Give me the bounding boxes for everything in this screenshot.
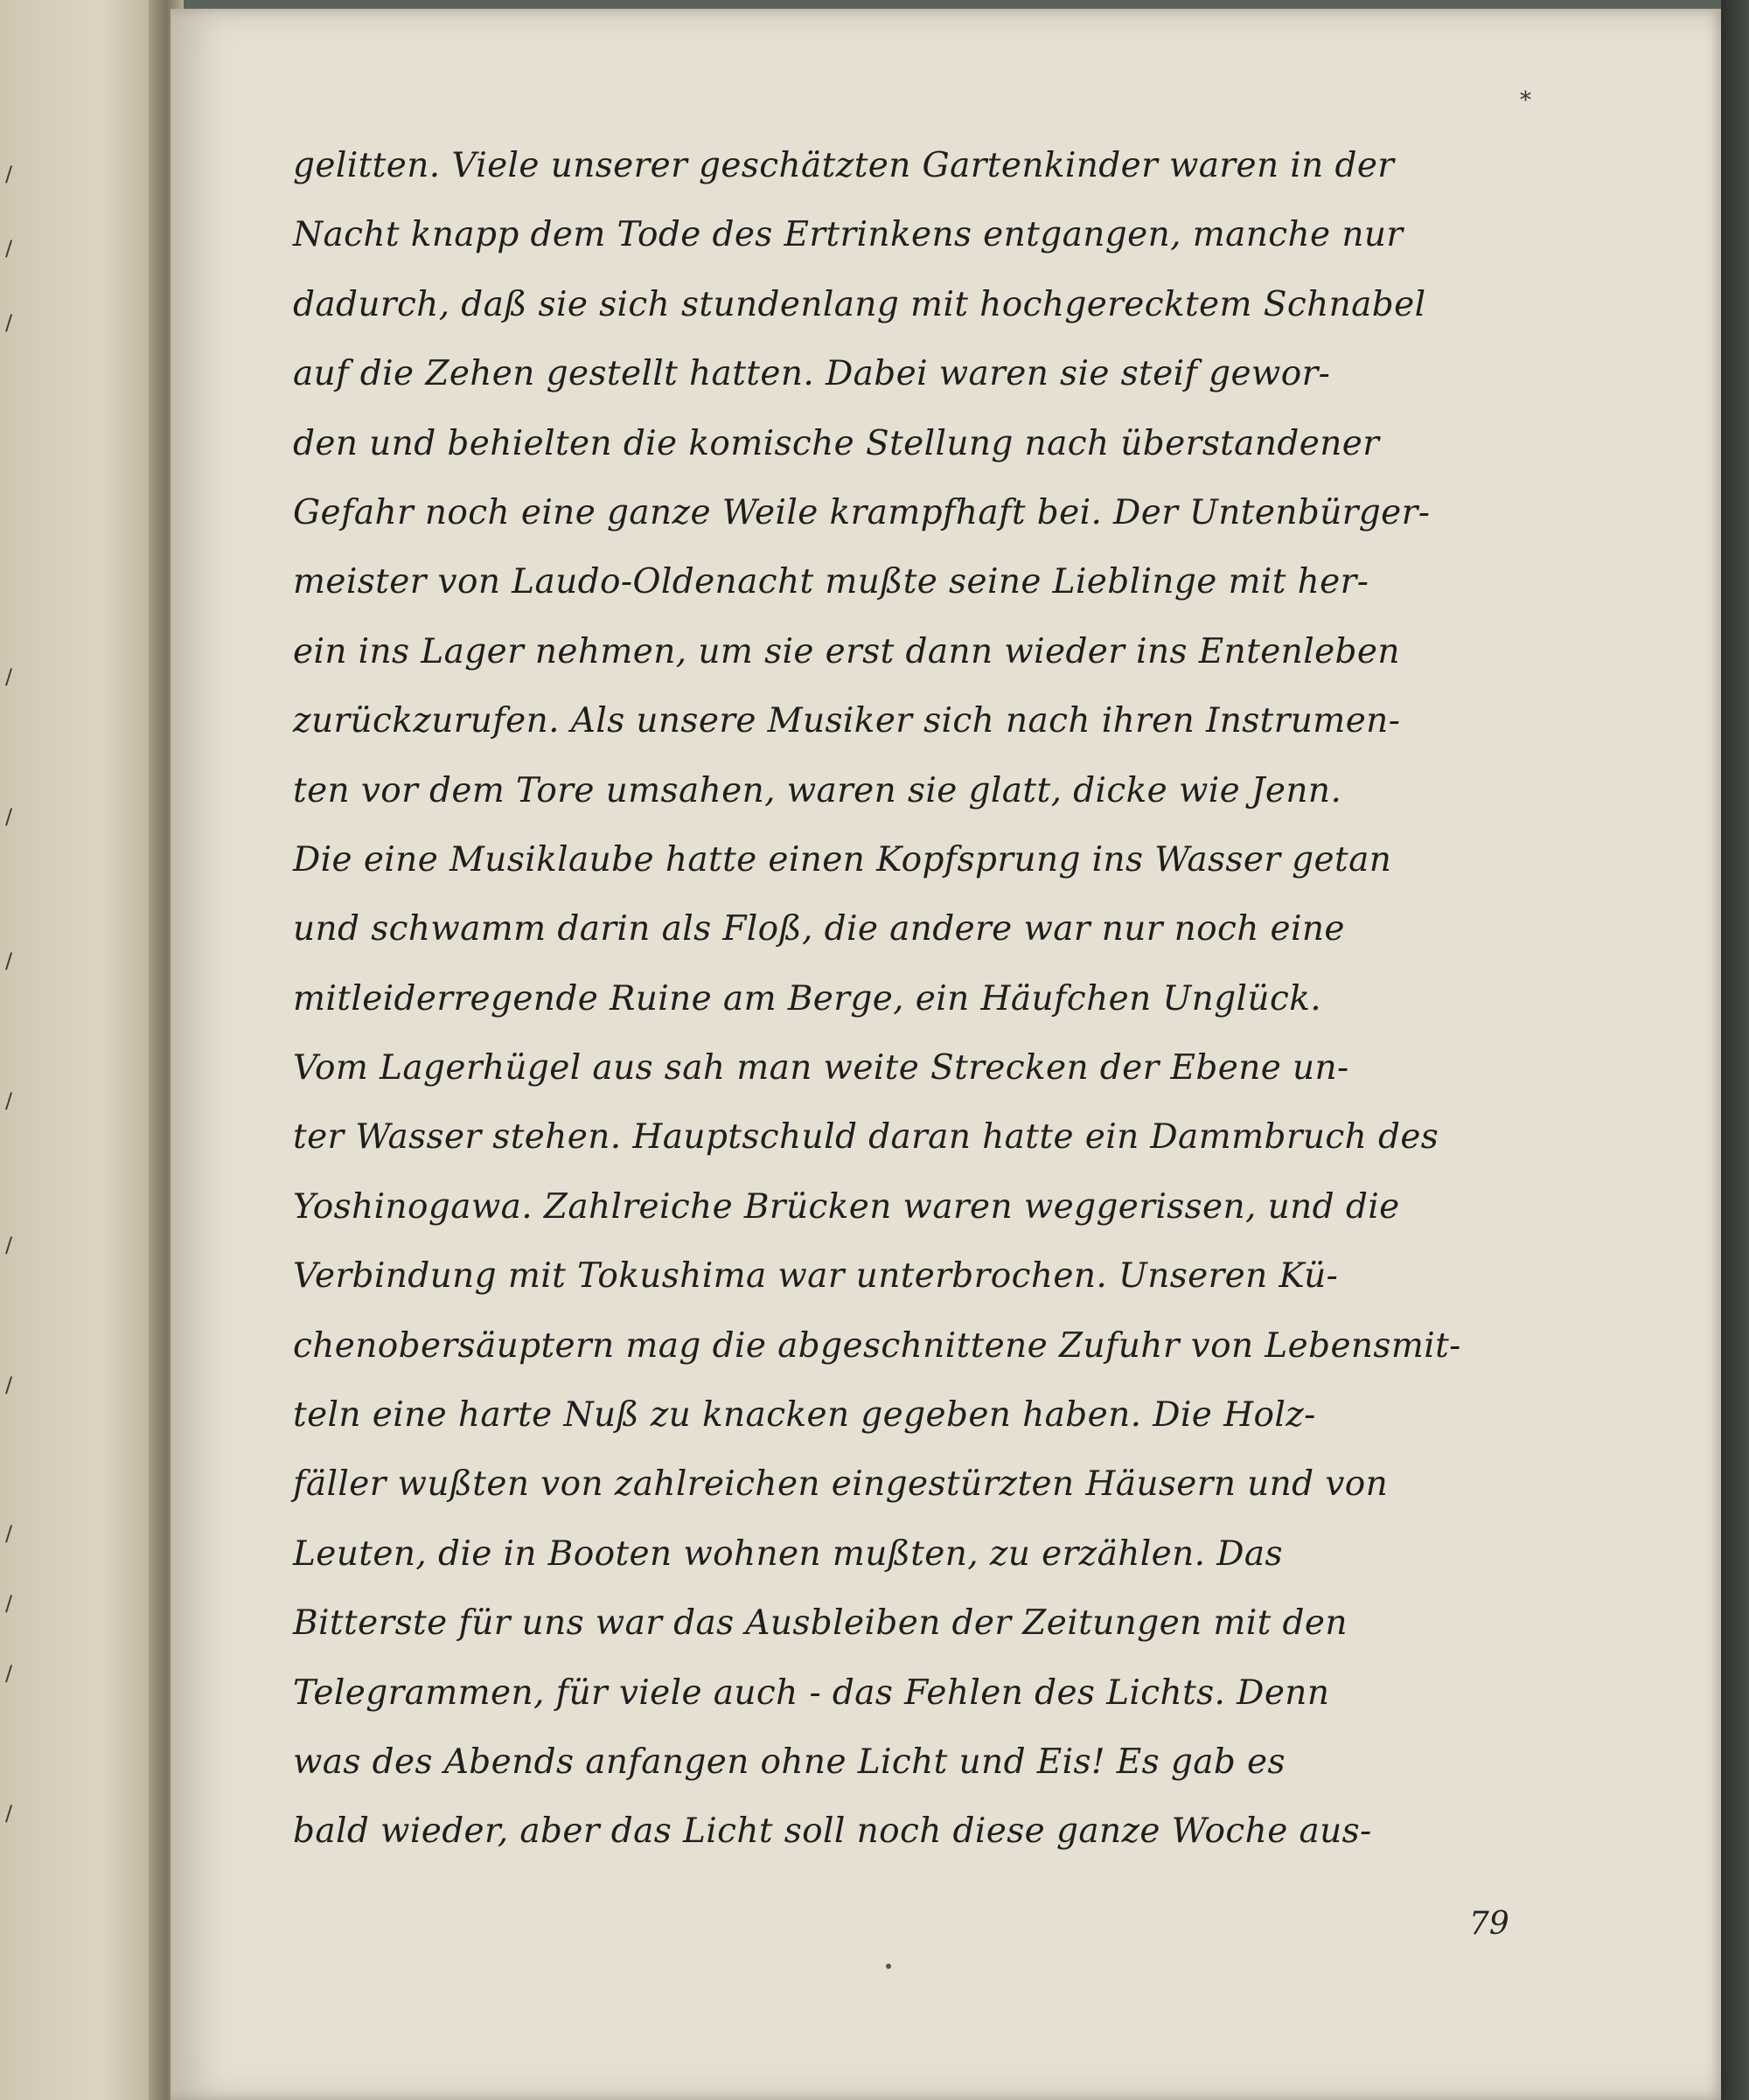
- margin-mark: /: [5, 1801, 13, 1825]
- text-line: Verbindung mit Tokushima war unterbrochen. Unseren Kü-: [293, 1256, 1339, 1297]
- text-line: dadurch, daß sie sich stundenlang mit hochgerecktem Schnabel: [293, 284, 1426, 324]
- text-line: meister von Laudo-Oldenacht mußte seine Lieblinge mit her-: [293, 562, 1369, 602]
- left-page: [0, 0, 166, 2100]
- text-line: Vom Lagerhügel aus sah man weite Strecken der Ebene un-: [293, 1048, 1349, 1088]
- page-edge-shadow: [1721, 0, 1749, 2100]
- text-line: bald wieder, aber das Licht soll noch diese ganze Woche aus-: [293, 1811, 1372, 1852]
- text-line: Bitterste für uns war das Ausbleiben der Zeitungen mit den: [293, 1603, 1348, 1644]
- text-line: Leuten, die in Booten wohnen mußten, zu erzählen. Das: [293, 1533, 1283, 1574]
- margin-mark: /: [5, 1373, 13, 1397]
- text-line: Yoshinogawa. Zahlreiche Brücken waren weggerissen, und die: [293, 1186, 1400, 1227]
- margin-mark: /: [5, 1088, 13, 1113]
- text-line: gelitten. Viele unserer geschätzten Gartenkinder waren in der: [293, 146, 1395, 185]
- text-line: Die eine Musiklaube hatte einen Kopfsprung ins Wasser getan: [293, 839, 1392, 880]
- corner-mark: *: [1520, 87, 1531, 114]
- text-line: mitleiderregende Ruine am Berge, ein Häufchen Unglück.: [293, 978, 1322, 1019]
- text-line: teln eine harte Nuß zu knacken gegeben haben. Die Holz-: [293, 1395, 1316, 1436]
- text-line: den und behielten die komische Stellung nach überstandener: [293, 423, 1380, 463]
- text-line: auf die Zehen gestellt hatten. Dabei waren sie steif gewor-: [293, 354, 1331, 394]
- margin-mark: /: [5, 804, 13, 829]
- ink-dot: [886, 1964, 891, 1969]
- text-line: Gefahr noch eine ganze Weile krampfhaft bei. Der Untenbürger-: [293, 492, 1431, 532]
- margin-mark: /: [5, 310, 13, 335]
- margin-mark: /: [5, 1591, 13, 1616]
- text-line: Nacht knapp dem Tode des Ertrinkens entgangen, manche nur: [293, 215, 1404, 255]
- margin-mark: /: [5, 1233, 13, 1257]
- text-line: und schwamm darin als Floß, die andere war nur noch eine: [293, 909, 1345, 949]
- text-line: chenobersäuptern mag die abgeschnittene Zufuhr von Lebensmit-: [293, 1325, 1461, 1366]
- text-line: fäller wußten von zahlreichen eingestürzten Häusern und von: [293, 1464, 1389, 1505]
- text-line: zurückzurufen. Als unsere Musiker sich nach ihren Instrumen-: [293, 701, 1401, 741]
- margin-mark: /: [5, 1661, 13, 1686]
- left-page-margin-marks: [0, 0, 52, 2100]
- text-line: ter Wasser stehen. Hauptschuld daran hatte ein Dammbruch des: [293, 1117, 1439, 1158]
- text-line: Telegrammen, für viele auch - das Fehlen des Lichts. Denn: [293, 1672, 1330, 1713]
- margin-mark: /: [5, 664, 13, 689]
- handwritten-text-block: [293, 131, 1513, 1867]
- margin-mark: /: [5, 162, 13, 186]
- margin-mark: /: [5, 236, 13, 261]
- text-line: ein ins Lager nehmen, um sie erst dann wieder ins Entenleben: [293, 631, 1400, 671]
- page-number: 79: [1469, 1906, 1509, 1942]
- text-line: ten vor dem Tore umsahen, waren sie glatt, dicke wie Jenn.: [293, 770, 1342, 810]
- margin-mark: /: [5, 1521, 13, 1546]
- margin-mark: /: [5, 949, 13, 973]
- text-line: was des Abends anfangen ohne Licht und Eis! Es gab es: [293, 1742, 1286, 1782]
